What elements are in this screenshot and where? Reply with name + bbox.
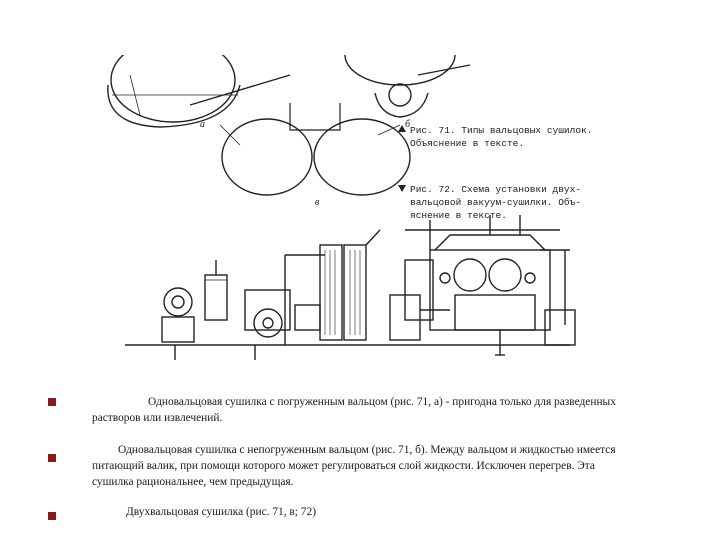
arrow-down-icon: [398, 185, 406, 192]
pump-left: [164, 288, 192, 316]
technical-figure: [100, 55, 620, 385]
caption-fig71-line2: Объяснение в тексте.: [410, 138, 525, 149]
drum-72-left: [454, 259, 486, 291]
caption-fig71-line1: Рис. 71. Типы вальцовых сушилок.: [410, 125, 593, 136]
drum-dryer-schematic: [100, 55, 620, 385]
drum-72-right: [489, 259, 521, 291]
drum-v-left: [222, 119, 312, 195]
list-item-line: растворов или извлечений.: [92, 412, 223, 424]
dryer-chamber: [430, 250, 550, 330]
condenser-left: [320, 245, 342, 340]
list-item-line: Одновальцовая сушилка с непогруженным вальцом (рис. 71, б). Между вальцом и жидкостью имеется: [118, 444, 616, 456]
list-item-line: питающий валик, при помощи которого может регулироваться слой жидкости. Исключен перегрев. Эта: [92, 460, 595, 472]
drum-b: [345, 55, 455, 85]
list-item: [92, 442, 616, 490]
label-b: б: [405, 119, 411, 130]
bullet-marker: [48, 512, 56, 520]
list-item: [92, 504, 316, 520]
list-item-line: Одновальцовая сушилка с погруженным вальцом (рис. 71, а) - пригодна только для разведенных: [148, 396, 616, 408]
list-item-line: сушилка рациональнее, чем предыдущая.: [92, 476, 294, 488]
caption-fig72-line2: вальцовой вакуум-сушилки. Объ-: [410, 197, 582, 208]
list-item-line: Двухвальцовая сушилка (рис. 71, в; 72): [126, 506, 316, 518]
list-item: [92, 394, 616, 426]
bullet-marker: [48, 454, 56, 462]
caption-fig72-line3: яснение в тексте.: [410, 210, 507, 221]
label-a: а: [200, 119, 205, 130]
tank-17: [205, 275, 227, 320]
drum-a: [111, 55, 235, 122]
motor: [254, 309, 282, 337]
caption-fig72-line1: Рис. 72. Схема установки двух-: [410, 184, 582, 195]
drum-v-right: [314, 119, 410, 195]
bullet-marker: [48, 398, 56, 406]
label-v: в: [315, 197, 320, 208]
feed-roll: [389, 84, 411, 106]
